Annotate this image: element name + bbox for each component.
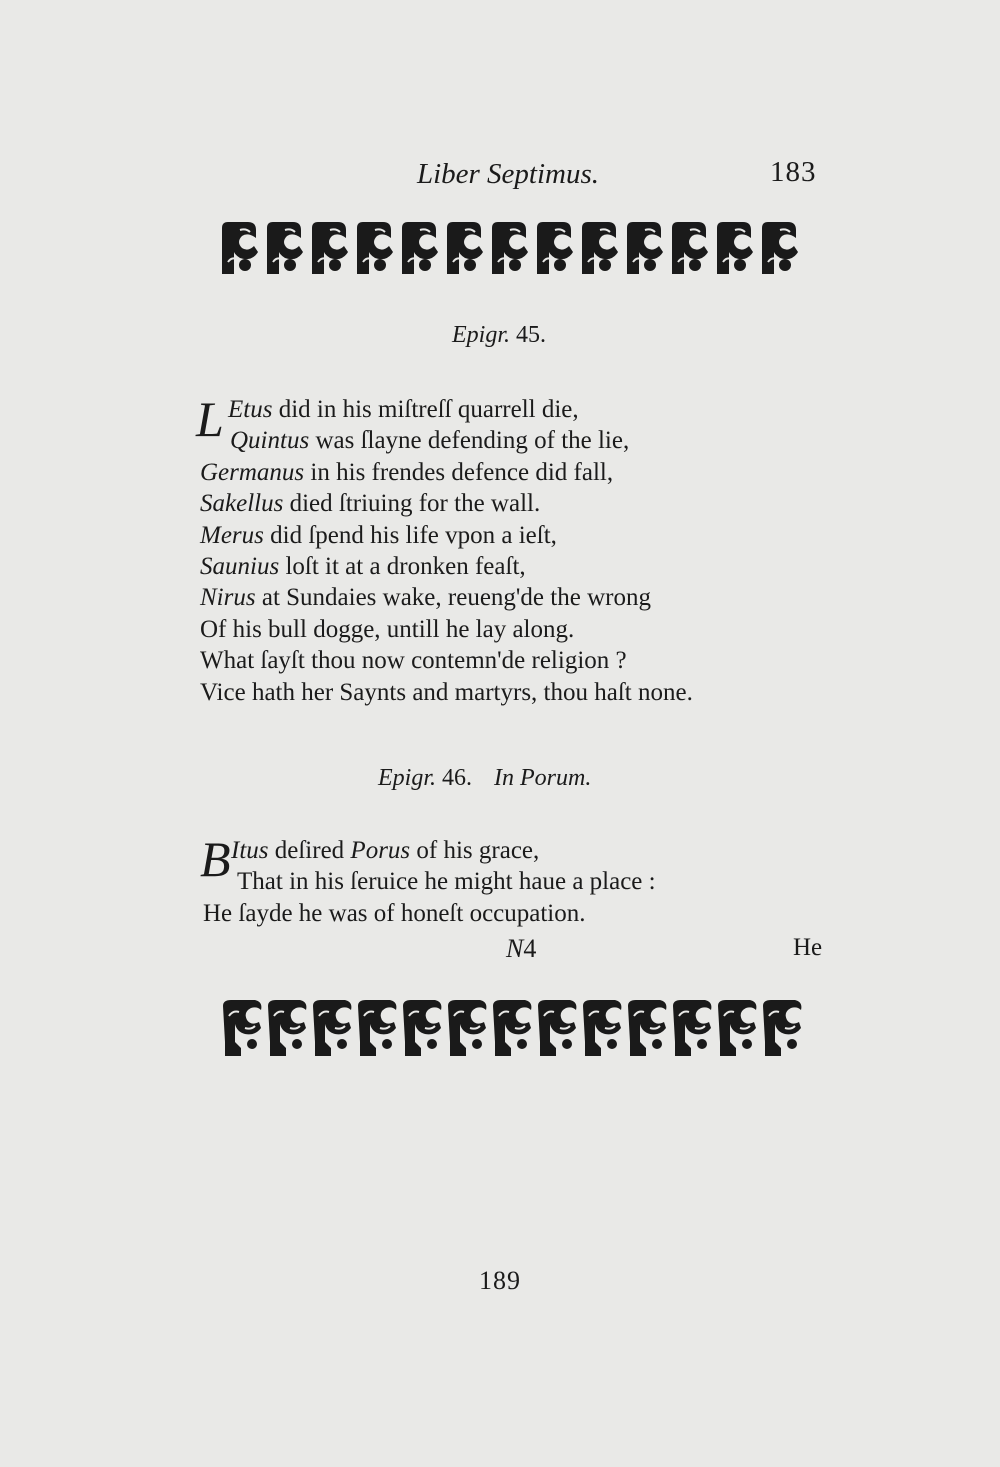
verse-line: Saunius loſt it at a dronken feaſt, — [200, 553, 526, 581]
running-title-text: Liber Septimus. — [416, 158, 600, 190]
verse-line: Merus did ſpend his life vpon a ieſt, — [200, 521, 557, 549]
catchword: He — [793, 934, 823, 961]
verse-line: Of his bull dogge, untill he lay along. — [200, 615, 575, 643]
epigram-46-dropcap: B — [200, 831, 231, 887]
folio-number: 189 — [479, 1266, 521, 1295]
verse-line: He ſayde he was of honeſt occupation. — [203, 899, 586, 927]
epigram-45-dropcap: L — [196, 391, 224, 447]
epigram-45-verse — [200, 394, 693, 708]
verse-line: That in his ſeruice he might haue a place : — [237, 868, 656, 896]
epigram-46-number: 46. — [442, 765, 473, 791]
epigram-46-title: In Porum. — [494, 765, 592, 791]
verse-line: Quintus was ſlayne defending of the lie, — [230, 427, 630, 455]
epigram-46-label: Epigr. — [378, 765, 437, 791]
page-number-top: 183 — [770, 156, 817, 188]
verse-line: Nirus at Sundaies wake, reueng'de the wrong — [200, 584, 651, 612]
epigram-45-heading — [452, 322, 546, 349]
verse-line: Vice hath her Saynts and martyrs, thou haſt none. — [200, 678, 693, 706]
ornament-band-top — [218, 218, 804, 280]
verse-line: Sakellus died ſtriuing for the wall. — [200, 490, 541, 518]
signature-mark: N4 — [506, 934, 537, 963]
running-title — [0, 158, 1000, 191]
epigram-45-label: Epigr. — [452, 322, 511, 348]
verse-line: Germanus in his frendes defence did fall, — [200, 458, 614, 486]
verse-line: Itus deſired Porus of his grace, — [231, 837, 540, 864]
verse-line: Etus did in his miſtreſſ quarrell die, — [228, 396, 579, 423]
verse-line: What ſayſt thou now contemn'de religion ? — [200, 647, 627, 675]
epigram-45-number: 45. — [516, 322, 547, 348]
ornament-band-bottom — [221, 998, 807, 1060]
epigram-46-heading — [378, 765, 591, 792]
epigram-46-verse — [203, 835, 656, 929]
